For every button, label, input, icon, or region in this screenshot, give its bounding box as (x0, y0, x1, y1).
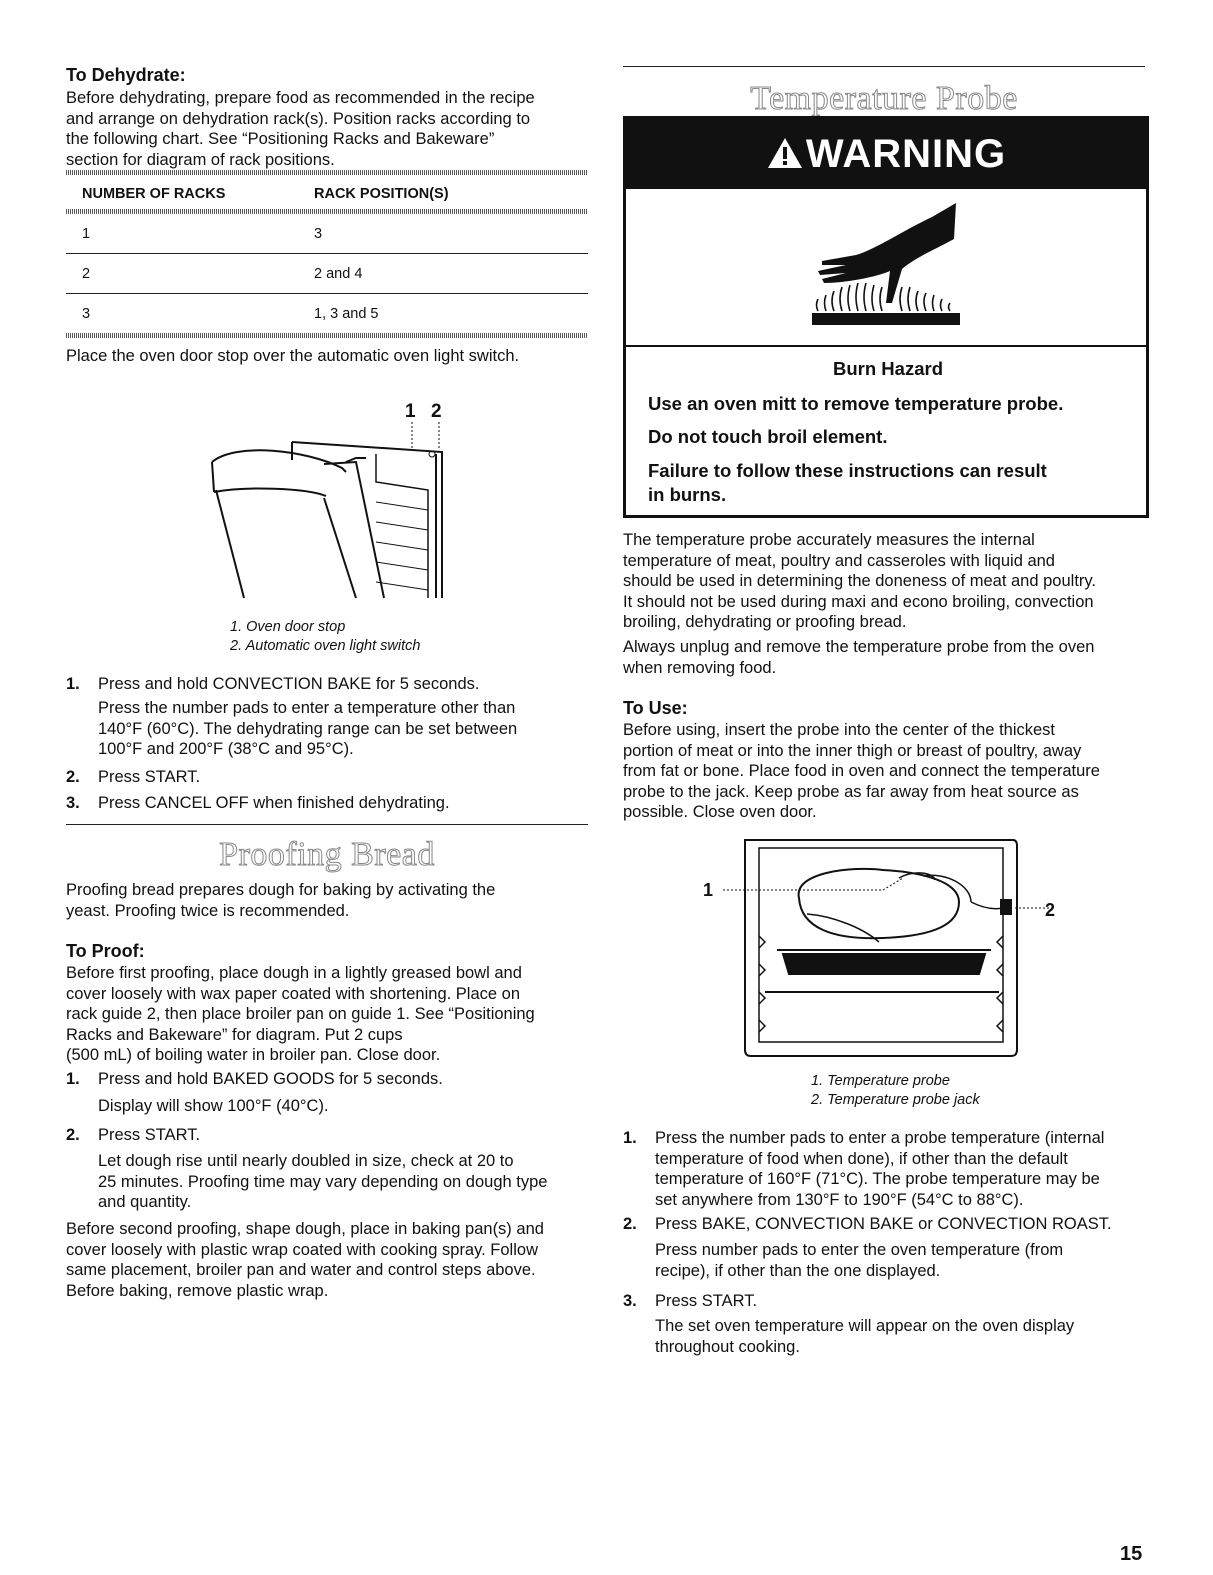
step-text: Press START. (98, 768, 201, 786)
text-line: broiling, dehydrating or proofing bread. (623, 613, 907, 631)
table-bottom-rule (66, 333, 588, 338)
text-line: Racks and Bakeware” for diagram. Put 2 cups (66, 1025, 403, 1044)
text-line: throughout cooking. (655, 1337, 800, 1356)
probe-unplug (623, 637, 1094, 678)
proof-body (66, 963, 535, 1066)
step-number: 2. (623, 1215, 637, 1233)
step-text: Press START. (655, 1292, 758, 1310)
proofing-title: Proofing Bread (219, 836, 435, 873)
section-divider (623, 66, 1145, 67)
step-number: 2. (66, 768, 80, 786)
step-text: Press and hold CONVECTION BAKE for 5 seconds. (98, 675, 480, 693)
text-line: Proofing bread prepares dough for baking by activating the (66, 881, 496, 899)
probe-intro (623, 530, 1096, 633)
warning-divider (626, 345, 1146, 347)
proof-heading: To Proof: (66, 941, 145, 961)
dehydrate-step-1-detail (98, 698, 517, 760)
text-line: Before second proofing, shape dough, place in baking pan(s) and (66, 1220, 544, 1238)
text-line: and arrange on dehydration rack(s). Position racks according to (66, 109, 531, 128)
table-cell: 3 (82, 306, 91, 322)
text-line: the following chart. See “Positioning Racks and Bakeware” (66, 130, 495, 148)
figure-caption: 1. Temperature probe (811, 1073, 950, 1089)
probe-step-1 (623, 1128, 1146, 1212)
text-line: The set oven temperature will appear on the oven display (655, 1317, 1075, 1335)
figure-label: 2 (431, 402, 442, 422)
text-line: and quantity. (98, 1193, 192, 1211)
text-line: from fat or bone. Place food in oven and connect the temperature (623, 762, 1100, 780)
probe-step-3 (623, 1291, 1146, 1313)
probe-figure-captions (811, 1072, 980, 1110)
step-number: 1. (66, 1070, 80, 1088)
step-number: 3. (66, 794, 80, 812)
warning-banner (626, 119, 1146, 189)
text-line: Before using, insert the probe into the center of the thickest (623, 721, 1056, 739)
warning-line: Do not touch broil element. (648, 426, 888, 447)
table-cell: 1 (82, 226, 91, 242)
text-line: Before baking, remove plastic wrap. (66, 1281, 329, 1300)
door-figure-captions (230, 618, 420, 656)
probe-title: Temperature Probe (750, 80, 1018, 117)
text-line: cover loosely with wax paper coated with shortening. Place on (66, 984, 520, 1003)
table-cell: 3 (314, 226, 323, 242)
text-line: (500 mL) of boiling water in broiler pan. Close door. (66, 1046, 441, 1064)
table-cell: 1, 3 and 5 (314, 306, 379, 322)
step-text: Press START. (98, 1126, 201, 1144)
text-line: possible. Close oven door. (623, 803, 817, 821)
step-number: 1. (66, 675, 80, 693)
text-line: when removing food. (623, 658, 777, 677)
warning-line: Failure to follow these instructions can result (648, 460, 1047, 481)
table-row (66, 214, 588, 254)
probe-step-3-detail (655, 1316, 1074, 1357)
table-header (66, 175, 588, 209)
dehydrate-heading: To Dehydrate: (66, 65, 186, 85)
figure-caption: 2. Temperature probe jack (811, 1092, 980, 1108)
proof-step-1 (66, 1069, 588, 1091)
step-text: Press CANCEL OFF when finished dehydrating. (98, 794, 450, 812)
text-line: portion of meat or into the inner thigh or breast of poultry, away (623, 741, 1082, 760)
text-line: Display will show 100°F (40°C). (98, 1097, 329, 1115)
figure-label: 1 (703, 880, 714, 900)
dehydrate-step-3 (66, 793, 588, 815)
text-line: Let dough rise until nearly doubled in size, check at 20 to (98, 1152, 514, 1170)
text-line: yeast. Proofing twice is recommended. (66, 901, 350, 920)
warning-line: in burns. (648, 484, 727, 505)
text-line: 140°F (60°C). The dehydrating range can be set between (98, 719, 518, 738)
table-cell: 2 (82, 266, 91, 282)
figure-caption: 1. Oven door stop (230, 619, 346, 635)
hazard-title: Burn Hazard (833, 358, 943, 379)
col-header-positions: RACK POSITION(S) (314, 186, 449, 202)
text-line: Press the number pads to enter a probe temperature (internal (655, 1129, 1105, 1147)
probe-use-text (623, 720, 1100, 823)
probe-step-2-detail (655, 1240, 1063, 1281)
text-line: 100°F and 200°F (38°C and 95°C). (98, 740, 354, 758)
step-text (655, 1128, 1146, 1210)
text-line: should be used in determining the doneness of meat and poultry. (623, 572, 1097, 590)
warning-line: Use an oven mitt to remove temperature probe. (648, 393, 1064, 414)
text-line: set anywhere from 130°F to 190°F (54°C to 88°C). (655, 1190, 1024, 1209)
step-number: 2. (66, 1126, 80, 1144)
hot-surface-hand-icon (806, 199, 966, 329)
text-line: temperature of food when done), if other than the default (655, 1149, 1068, 1168)
col-header-racks: NUMBER OF RACKS (82, 186, 226, 202)
figure-label: 2 (1045, 900, 1056, 920)
oven-probe-illustration (703, 832, 1063, 1062)
text-line: probe to the jack. Keep probe as far away from heat source as (623, 782, 1079, 801)
text-line: temperature of meat, poultry and casseroles with liquid and (623, 551, 1055, 570)
dehydrate-intro (66, 88, 535, 170)
proofing-intro (66, 880, 495, 921)
text-line: Before dehydrating, prepare food as recommended in the recipe (66, 89, 535, 107)
rack-table (66, 170, 588, 338)
text-line: Before first proofing, place dough in a lightly greased bowl and (66, 964, 522, 982)
proof-second (66, 1219, 544, 1301)
text-line: rack guide 2, then place broiler pan on guide 1. See “Positioning (66, 1005, 535, 1023)
step-text: Press and hold BAKED GOODS for 5 seconds. (98, 1070, 443, 1088)
proof-step-2-detail (98, 1151, 547, 1213)
text-line: The temperature probe accurately measures the internal (623, 531, 1035, 549)
proof-step-1-detail (98, 1096, 329, 1117)
warning-banner-text: WARNING (805, 132, 1007, 176)
dehydrate-step-2 (66, 767, 588, 789)
table-row (66, 294, 588, 333)
text-line: cover loosely with plastic wrap coated with cooking spray. Follow (66, 1240, 538, 1259)
step-number: 1. (623, 1129, 637, 1147)
text-line: section for diagram of rack positions. (66, 150, 335, 169)
proof-step-2 (66, 1125, 588, 1147)
oven-door-stop-illustration (206, 402, 456, 612)
warning-box (623, 116, 1149, 518)
figure-label: 1 (405, 402, 416, 422)
text-line: Press number pads to enter the oven temperature (from (655, 1241, 1064, 1259)
text-line: temperature of 160°F (71°C). The probe temperature may be (655, 1170, 1100, 1188)
figure-caption: 2. Automatic oven light switch (230, 638, 421, 654)
page-number: 15 (1120, 1543, 1143, 1565)
dehydrate-step-1 (66, 674, 588, 696)
table-row (66, 254, 588, 294)
text-line: Press the number pads to enter a temperature other than (98, 699, 516, 717)
section-divider (66, 824, 588, 825)
probe-step-2 (623, 1214, 1146, 1236)
text-line: 25 minutes. Proofing time may vary depending on dough type (98, 1172, 548, 1191)
text-line: Always unplug and remove the temperature probe from the oven (623, 638, 1095, 656)
text-line: same placement, broiler pan and water and control steps above. (66, 1261, 536, 1279)
table-cell: 2 and 4 (314, 266, 363, 282)
warning-triangle-icon (766, 136, 804, 170)
text-line: It should not be used during maxi and econo broiling, convection (623, 592, 1094, 611)
door-note: Place the oven door stop over the automatic oven light switch. (66, 347, 520, 365)
text-line: recipe), if other than the one displayed. (655, 1261, 941, 1280)
step-text: Press BAKE, CONVECTION BAKE or CONVECTION ROAST. (655, 1215, 1112, 1233)
step-number: 3. (623, 1292, 637, 1310)
probe-use-heading: To Use: (623, 698, 688, 718)
